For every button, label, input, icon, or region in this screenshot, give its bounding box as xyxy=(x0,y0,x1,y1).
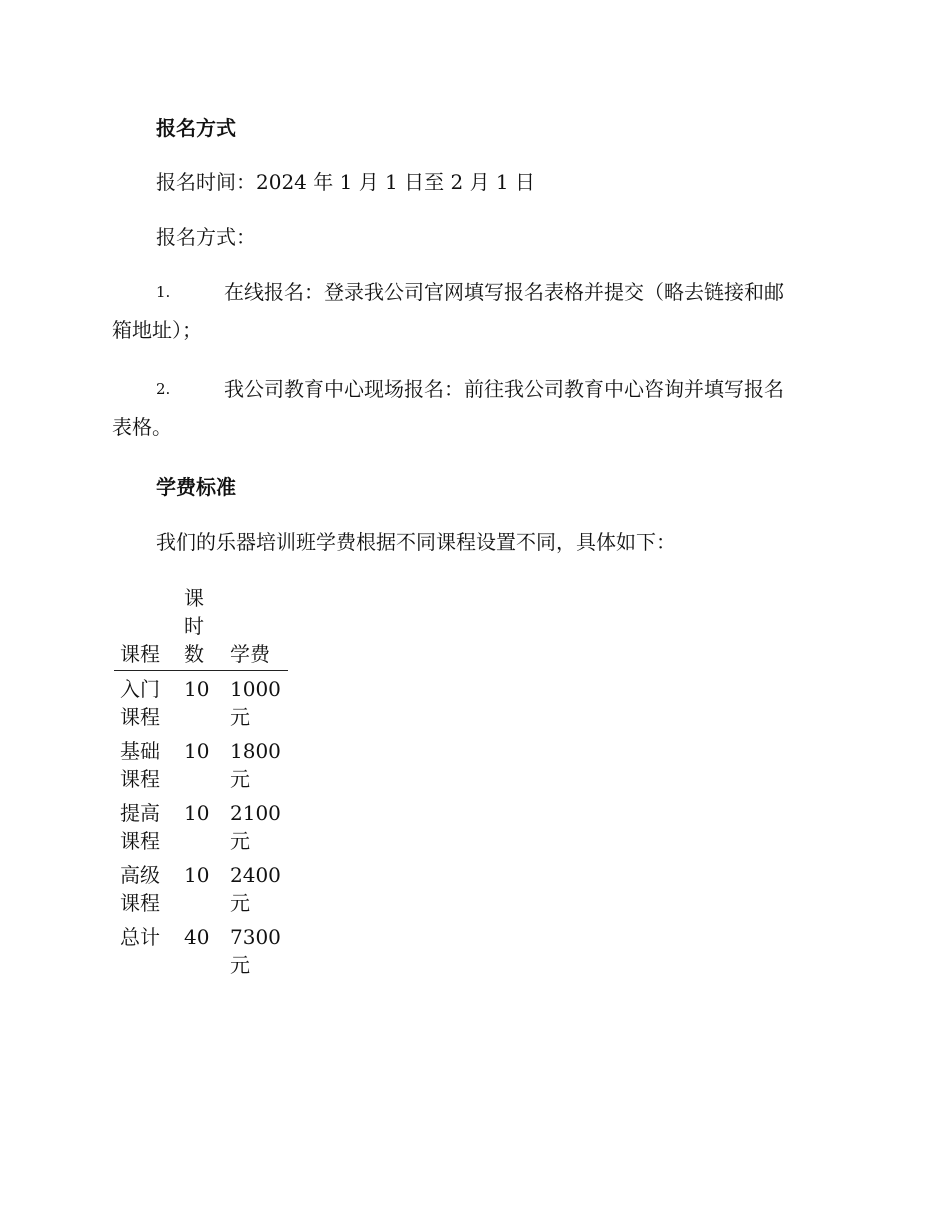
table-row xyxy=(114,857,288,919)
list-item-text-continued: 表格。 xyxy=(112,415,172,439)
column-header-course: 课程 xyxy=(114,584,178,671)
cell-fee: 2100 元 xyxy=(230,801,281,853)
cell-course: 总计 xyxy=(120,925,160,949)
fees-heading: 学费标准 xyxy=(156,475,236,499)
cell-hours: 10 xyxy=(184,801,210,825)
cell-hours: 10 xyxy=(184,677,210,701)
column-header-hours: 课时数 xyxy=(178,584,224,671)
cell-hours: 40 xyxy=(184,925,210,949)
table-header-row xyxy=(114,584,288,671)
list-item-text: 在线报名：登录我公司官网填写报名表格并提交（略去链接和邮 xyxy=(224,280,784,304)
table-row-total xyxy=(114,919,288,981)
registration-method-label: 报名方式： xyxy=(156,225,256,249)
table-row xyxy=(114,733,288,795)
list-item-text: 我公司教育中心现场报名：前往我公司教育中心咨询并填写报名 xyxy=(224,377,784,401)
cell-fee: 2400 元 xyxy=(230,863,281,915)
table-row xyxy=(114,795,288,857)
cell-fee: 1000 元 xyxy=(230,677,281,729)
cell-course: 基础课程 xyxy=(120,739,160,791)
cell-course: 高级课程 xyxy=(120,863,160,915)
list-item-number: 2. xyxy=(156,380,171,398)
list-item-number: 1. xyxy=(156,283,171,301)
registration-heading: 报名方式 xyxy=(156,116,236,140)
cell-fee: 7300 元 xyxy=(230,925,281,977)
list-item-text-continued: 箱地址）； xyxy=(112,318,202,342)
cell-hours: 10 xyxy=(184,863,210,887)
cell-hours: 10 xyxy=(184,739,210,763)
cell-course: 提高课程 xyxy=(120,801,160,853)
fees-intro: 我们的乐器培训班学费根据不同课程设置不同，具体如下： xyxy=(156,530,676,554)
table-row xyxy=(114,671,288,734)
fees-table xyxy=(114,584,288,981)
cell-course: 入门课程 xyxy=(120,677,160,729)
column-header-fee: 学费 xyxy=(224,584,288,671)
registration-time: 报名时间：2024 年 1 月 1 日至 2 月 1 日 xyxy=(156,170,536,194)
cell-fee: 1800 元 xyxy=(230,739,281,791)
